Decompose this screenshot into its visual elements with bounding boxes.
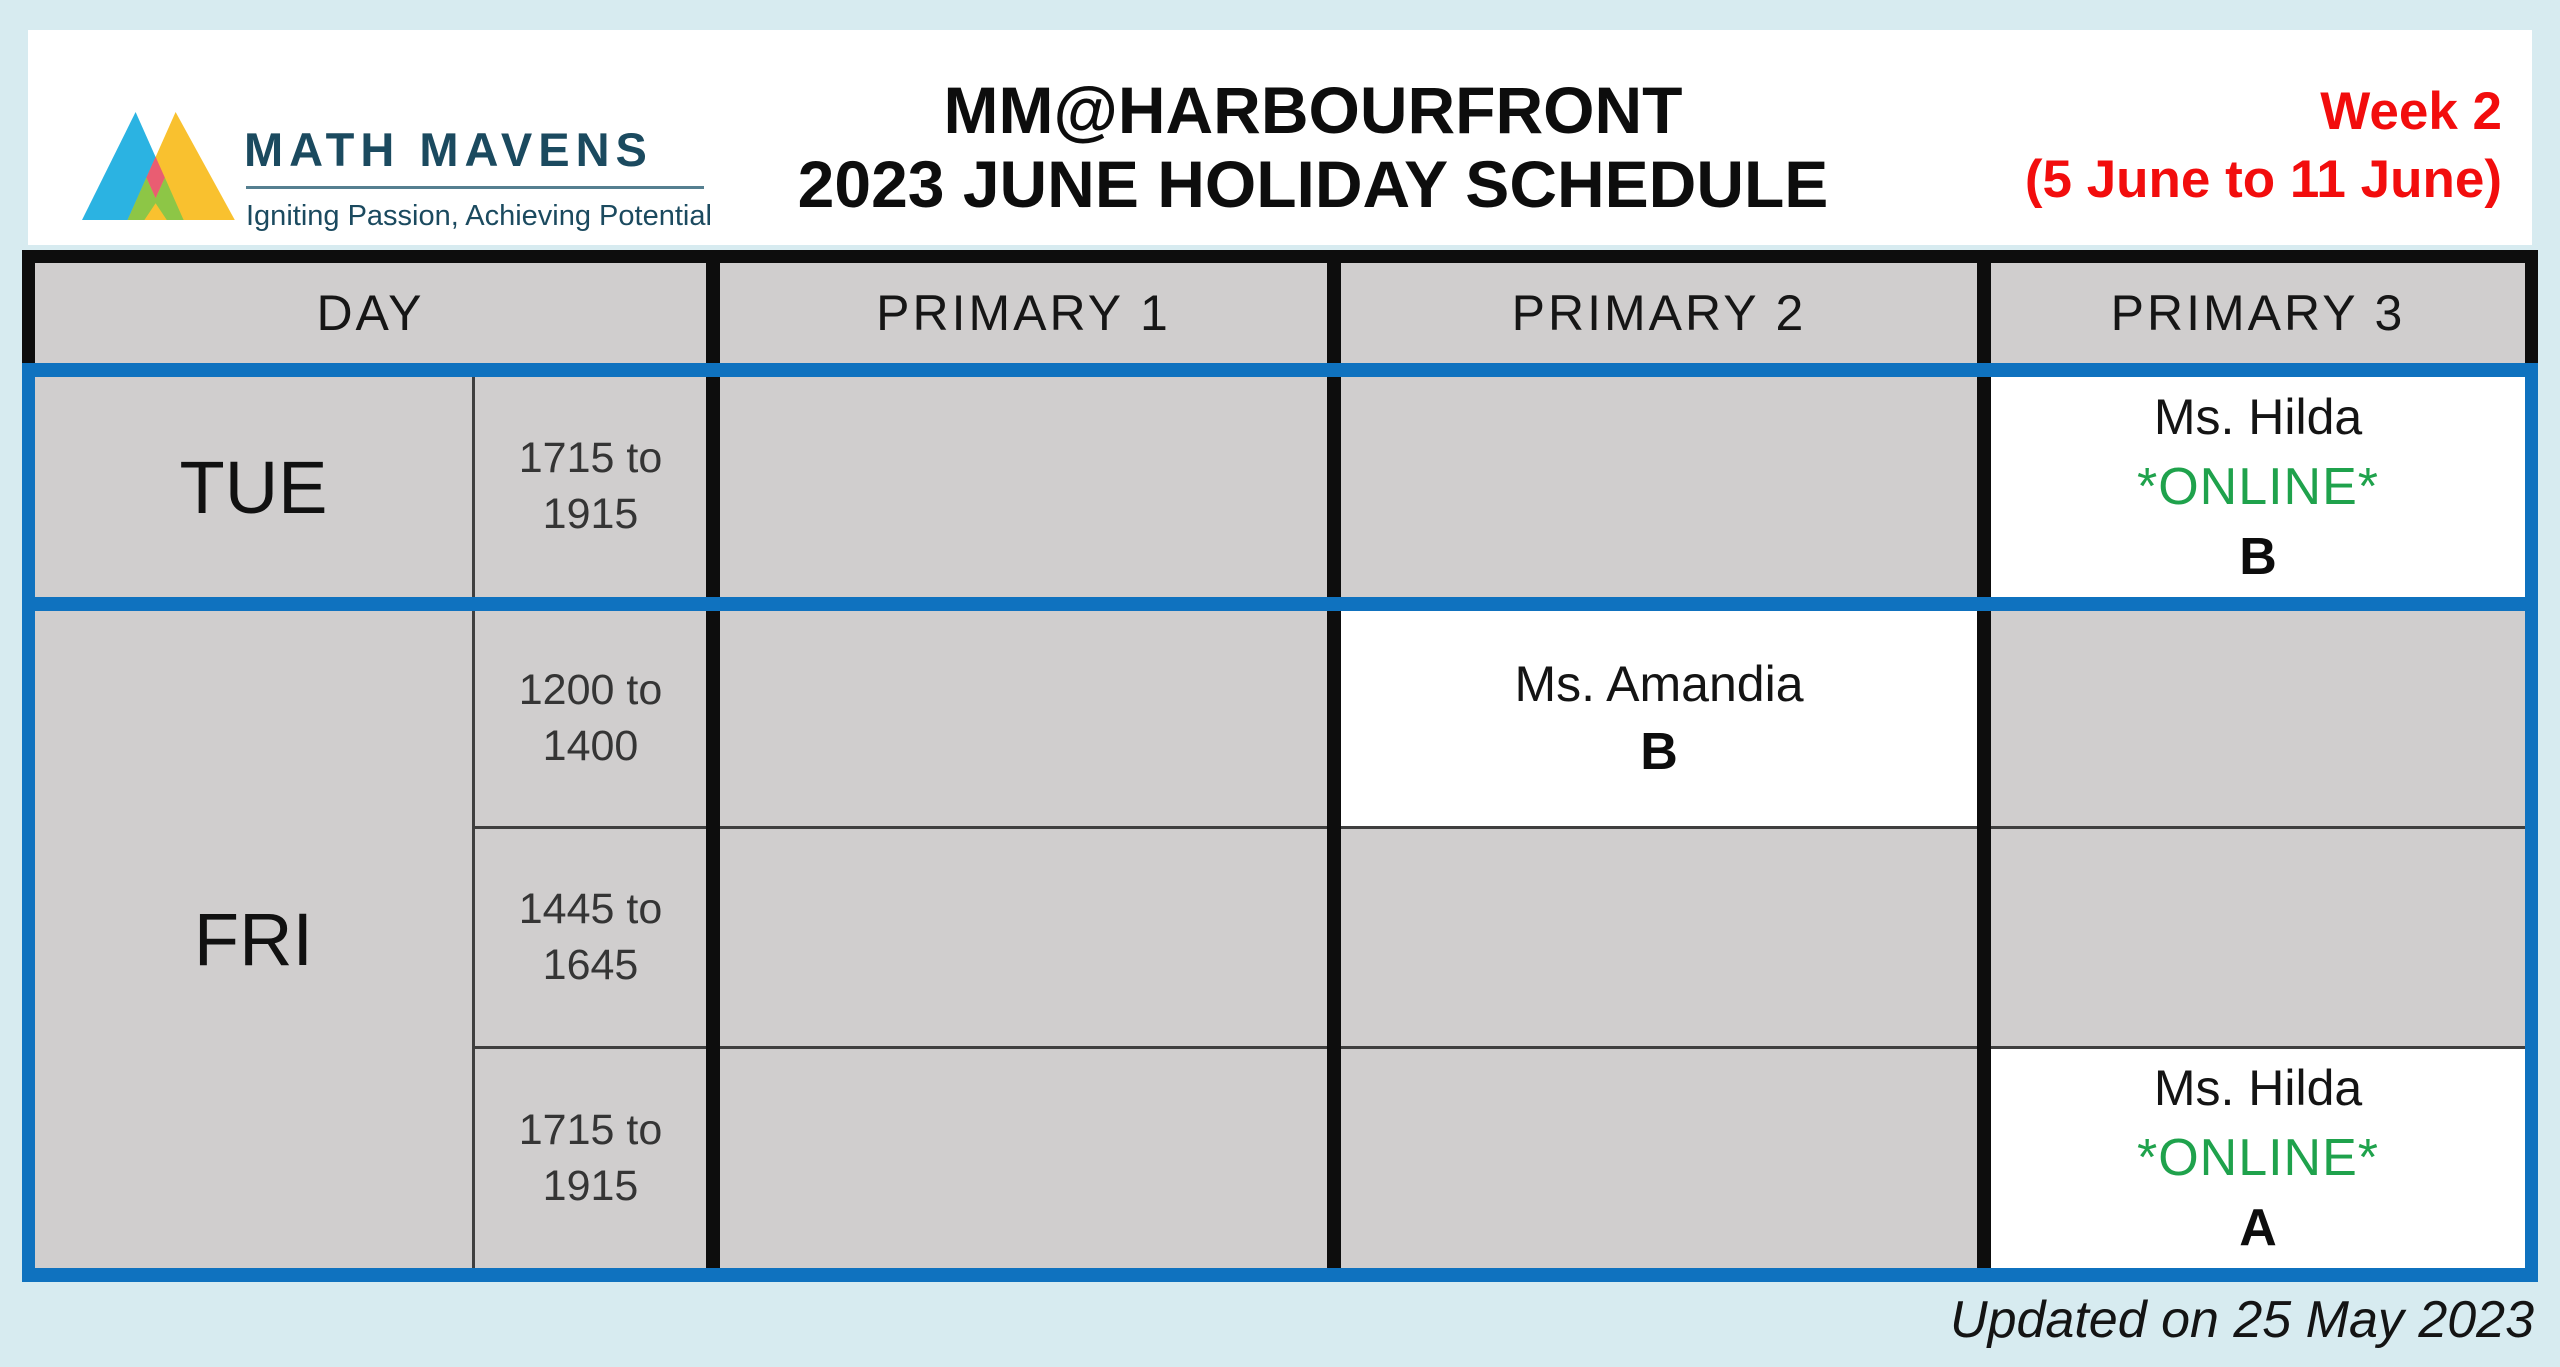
teacher-name: Ms. Amandia [1514,656,1804,713]
updated-timestamp: Updated on 25 May 2023 [1950,1291,2534,1349]
group-label: A [2239,1199,2277,1258]
cell-fri2-primary3-empty [1991,829,2525,1046]
column-header-primary1: PRIMARY 1 [876,285,1171,341]
teacher-name: Ms. Hilda [2153,388,2363,445]
border-col-p2-p3 [1977,250,1991,1268]
day-label-tue: TUE [179,445,328,529]
border-header-left-black [22,250,35,370]
border-col-p1-p2 [1327,250,1341,1268]
cell-fri3-primary2-empty [1341,1049,1977,1268]
header-band [28,30,2532,245]
cell-fri2-primary1-empty [720,829,1327,1046]
time-slot-fri-2: 1445 to 1645 [518,884,663,989]
brand-divider [246,186,704,189]
border-bottom-blue [22,1268,2538,1282]
title-line-2: 2023 JUNE HOLIDAY SCHEDULE [797,146,1829,221]
timetable [22,250,2538,1282]
brand-tagline: Igniting Passion, Achieving Potential [246,200,712,232]
border-top-black [22,250,2538,263]
cell-fri3-primary1-empty [720,1049,1327,1268]
time-slot-fri-3: 1715 to 1915 [518,1105,663,1210]
border-header-underline-blue [22,363,2538,377]
border-col-day-p1 [706,250,720,1268]
teacher-name: Ms. Hilda [2153,1060,2363,1117]
lesson-fri-primary3 [1991,1049,2525,1268]
title-line-1: MM@HARBOURFRONT [943,73,1683,147]
group-label: B [1640,723,1678,782]
week-line-2: (5 June to 11 June) [2024,149,2502,209]
week-line-1: Week 2 [2320,82,2502,141]
math-mavens-logo-icon [78,90,238,242]
online-label: *ONLINE* [2136,1129,2380,1188]
day-label-fri: FRI [193,898,314,981]
cell-fri1-primary1-empty [720,611,1327,826]
column-header-day: DAY [316,285,425,341]
cell-fri2-primary2-empty [1341,829,1977,1046]
brand-name: MATH MAVENS [244,123,653,176]
column-header-primary2: PRIMARY 2 [1511,285,1807,341]
cell-fri1-primary3-empty [1991,611,2525,826]
group-label: B [2239,527,2277,586]
time-slot-fri-1: 1200 to 1400 [518,665,663,770]
time-slot-tue: 1715 to 1915 [518,434,663,538]
border-right-blue [2525,363,2538,1282]
border-tue-fri-divider-blue [22,597,2538,611]
cell-tue-primary1-empty [720,377,1327,597]
online-label: *ONLINE* [2136,457,2380,516]
border-left-blue [22,363,35,1282]
lesson-tue-primary3 [1991,377,2525,597]
cell-tue-primary2-empty [1341,377,1977,597]
border-header-right-black [2525,250,2538,370]
column-header-primary3: PRIMARY 3 [2110,285,2406,341]
week-label [2025,78,2502,214]
page-title [728,74,1898,222]
lesson-fri-primary2 [1341,611,1977,826]
